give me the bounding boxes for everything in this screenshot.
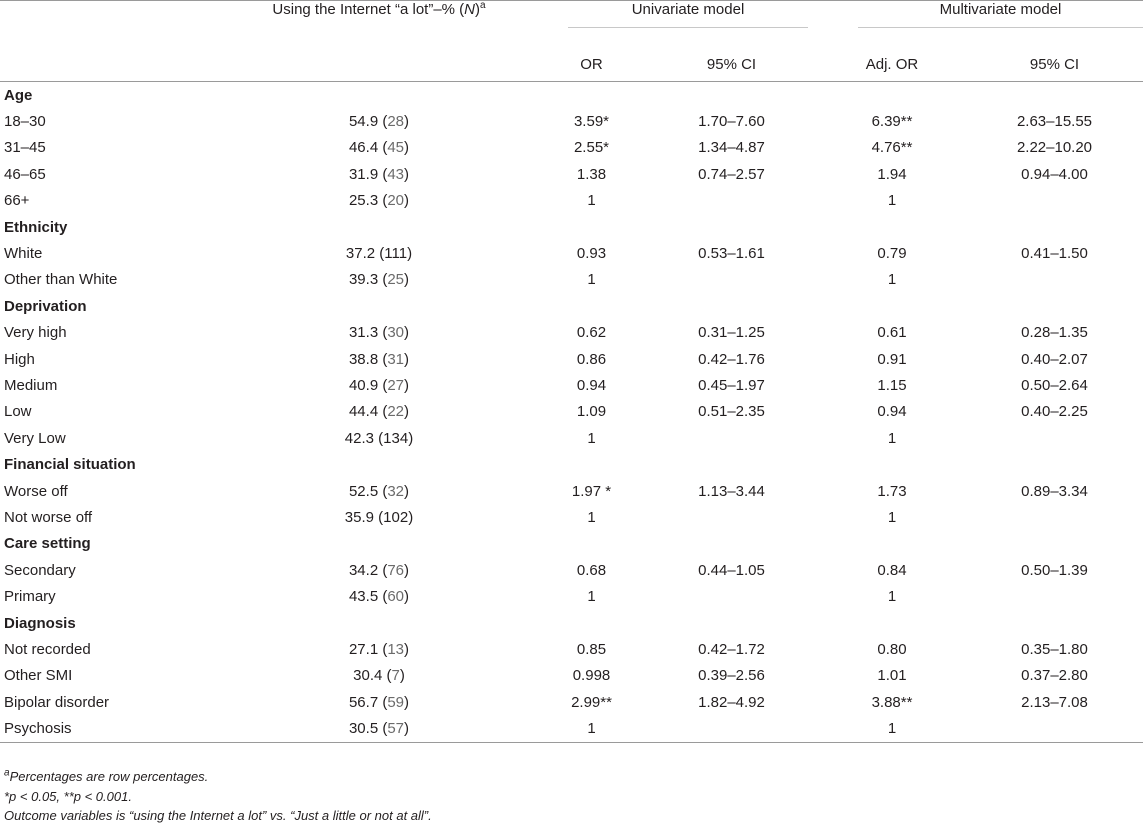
cell-or: 1 [587,429,596,447]
table-row [0,425,1143,451]
cell-percent-n: 43.5 (60) [348,588,410,606]
row-label: Medium [4,376,58,394]
table-header [0,1,1143,82]
table-body [0,82,1143,743]
group-title: Financial situation [4,456,136,474]
row-label: Psychosis [4,720,72,738]
cell-adj-ci: 0.28–1.35 [1021,324,1088,342]
table-row [0,320,1143,346]
table-row [0,636,1143,662]
group-row [0,451,1143,477]
cell-percent-n: 35.9 (102) [344,508,414,526]
cell-percent-n: 37.2 (111) [345,245,413,263]
cell-percent-n: 56.7 (59) [348,693,410,711]
row-label: Not recorded [4,640,91,658]
row-label: Other than White [4,271,118,289]
table-row [0,504,1143,530]
cell-percent-n: 54.9 (28) [348,113,410,131]
cell-or: 1.97 * [571,482,612,500]
cell-ci [645,715,818,742]
header-or: OR [580,55,603,73]
cell-percent-n: 46.4 (45) [348,139,410,157]
cell-adj-or: 1.15 [877,376,907,394]
cell-adj-ci: 0.35–1.80 [1021,640,1088,658]
row-label: 66+ [4,192,30,210]
footnote-outcome: Outcome variables is “using the Internet a lot” vs. “Just a little or not at all”. [4,808,432,823]
cell-adj-or: 1.73 [877,482,907,500]
cell-or: 1.38 [576,165,607,183]
group-title: Deprivation [4,297,87,315]
cell-adj-or: 0.79 [877,245,907,263]
cell-adj-or: 1 [887,720,897,738]
table-footnotes [4,767,432,826]
row-label: 31–45 [4,139,46,157]
group-row [0,82,1143,109]
table-row [0,240,1143,266]
table-row [0,689,1143,715]
cell-percent-n: 31.3 (30) [348,324,410,342]
row-label: 46–65 [4,165,46,183]
row-label: 18–30 [4,113,46,131]
cell-ci: 1.70–7.60 [698,113,765,131]
cell-percent-n: 30.4 (7) [353,667,405,685]
cell-ci: 0.74–2.57 [698,165,765,183]
cell-adj-ci: 0.94–4.00 [1021,165,1088,183]
cell-adj-or: 6.39** [871,113,913,131]
cell-or: 0.62 [576,324,607,342]
group-row [0,293,1143,319]
table-row [0,346,1143,372]
cell-adj-ci [966,504,1143,530]
row-label: Secondary [4,561,76,579]
cell-or: 0.85 [576,640,607,658]
cell-ci [645,504,818,530]
cell-adj-ci: 0.40–2.07 [1021,350,1088,368]
cell-adj-ci [966,425,1143,451]
cell-or: 1 [587,271,596,289]
cell-percent-n: 34.2 (76) [348,561,410,579]
cell-adj-ci: 2.22–10.20 [1016,139,1093,157]
table-row [0,478,1143,504]
row-label: Bipolar disorder [4,693,110,711]
group-row [0,214,1143,240]
group-row [0,610,1143,636]
cell-percent-n: 42.3 (134) [344,429,414,447]
table-row [0,188,1143,214]
cell-ci: 1.82–4.92 [698,693,765,711]
cell-adj-or: 0.94 [877,403,907,421]
cell-adj-ci: 0.89–3.34 [1021,482,1088,500]
cell-or: 0.998 [572,667,611,685]
cell-or: 1 [587,192,596,210]
cell-or: 1 [587,720,596,738]
cell-ci: 0.53–1.61 [698,245,765,263]
group-title: Care setting [4,535,91,553]
cell-ci: 1.13–3.44 [698,482,765,500]
row-label: Not worse off [4,508,93,526]
cell-percent-n: 44.4 (22) [348,403,410,421]
cell-ci: 0.42–1.72 [698,640,765,658]
cell-percent-n: 31.9 (43) [348,165,410,183]
cell-adj-or: 4.76** [871,139,913,157]
cell-percent-n: 52.5 (32) [348,482,410,500]
cell-ci: 0.39–2.56 [698,667,765,685]
cell-or: 1.09 [576,403,607,421]
cell-adj-or: 0.80 [877,640,907,658]
header-multivariate: Multivariate model [818,1,1143,48]
cell-adj-ci: 0.50–2.64 [1021,376,1088,394]
cell-or: 0.86 [576,350,607,368]
table-row [0,108,1143,134]
footnote-p: *p < 0.05, **p < 0.001. [4,788,132,804]
header-ci: 95% CI [706,55,757,73]
cell-adj-or: 1 [887,192,897,210]
cell-or: 1 [587,508,596,526]
cell-percent-n: 30.5 (57) [348,720,410,738]
footnote-a: $^a$Percentages are row percentages. [4,767,209,784]
group-row [0,531,1143,557]
table-row [0,557,1143,583]
cell-ci [645,188,818,214]
table-row [0,161,1143,187]
cell-adj-or: 0.91 [877,350,907,368]
header-blank [0,1,220,48]
row-label: White [4,245,43,263]
cell-ci: 0.45–1.97 [698,376,765,394]
table-row [0,583,1143,609]
cell-adj-or: 0.61 [877,324,907,342]
cell-ci [645,267,818,293]
cell-ci [645,583,818,609]
cell-adj-or: 3.88** [871,693,913,711]
cell-adj-ci: 2.63–15.55 [1016,113,1093,131]
row-label: Primary [4,588,56,606]
cell-percent-n: 39.3 (25) [348,271,410,289]
cell-adj-or: 0.84 [877,561,907,579]
cell-percent-n: 25.3 (20) [348,192,410,210]
row-label: Very high [4,324,67,342]
table-row [0,267,1143,293]
row-label: Worse off [4,482,68,500]
group-title: Diagnosis [4,614,76,632]
cell-adj-or: 1.01 [877,667,907,685]
row-label: Low [4,403,32,421]
cell-or: 0.93 [576,245,607,263]
cell-ci: 0.31–1.25 [698,324,765,342]
cell-adj-ci: 0.37–2.80 [1021,667,1088,685]
header-adj-or: Adj. OR [865,55,919,73]
cell-or: 3.59* [573,113,610,131]
cell-adj-ci [966,188,1143,214]
header-internet-use: Using the Internet “a lot”–% $(N)^a$ [272,0,486,18]
row-label: High [4,350,35,368]
header-ci-adj: 95% CI [1029,55,1080,73]
table-row [0,372,1143,398]
cell-percent-n: 38.8 (31) [348,350,410,368]
cell-adj-or: 1 [887,508,897,526]
cell-ci: 0.42–1.76 [698,350,765,368]
cell-or: 2.99** [571,693,612,711]
cell-adj-ci: 0.41–1.50 [1021,245,1088,263]
cell-ci: 0.44–1.05 [698,561,765,579]
cell-percent-n: 40.9 (27) [348,376,410,394]
table-row [0,663,1143,689]
table-row [0,135,1143,161]
cell-adj-ci [966,715,1143,742]
group-title: Ethnicity [4,218,68,236]
cell-adj-or: 1 [887,429,897,447]
group-title: Age [4,86,33,104]
cell-or: 0.94 [576,376,607,394]
row-label: Very Low [4,429,66,447]
cell-or: 1 [587,588,596,606]
cell-adj-ci: 2.13–7.08 [1021,693,1088,711]
table-row [0,399,1143,425]
cell-ci: 1.34–4.87 [698,139,765,157]
cell-adj-or: 1 [887,271,897,289]
table-row [0,715,1143,742]
row-label: Other SMI [4,667,73,685]
cell-ci [645,425,818,451]
cell-adj-or: 1 [887,588,897,606]
cell-adj-ci [966,267,1143,293]
cell-percent-n: 27.1 (13) [348,640,410,658]
cell-adj-or: 1.94 [877,165,907,183]
cell-adj-ci: 0.40–2.25 [1021,403,1088,421]
cell-or: 0.68 [576,561,607,579]
cell-adj-ci [966,583,1143,609]
cell-ci: 0.51–2.35 [698,403,765,421]
header-univariate: Univariate model [538,1,818,48]
cell-adj-ci: 0.50–1.39 [1021,561,1088,579]
cell-or: 2.55* [573,139,610,157]
